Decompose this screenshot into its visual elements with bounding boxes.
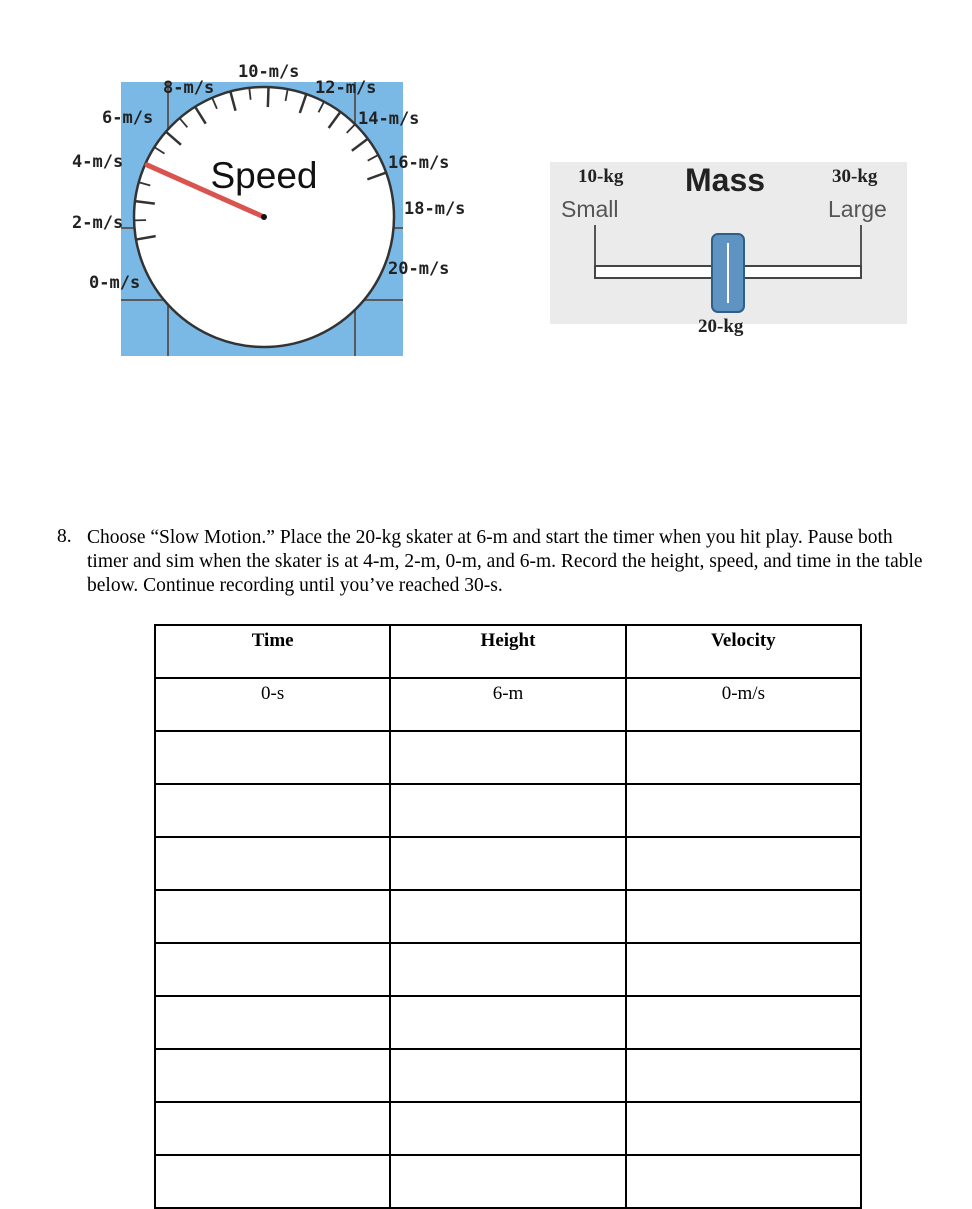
cell-velocity[interactable] [626, 837, 861, 890]
speed-label-0: 0-m/s [89, 273, 140, 293]
mass-max-label: 30-kg [832, 166, 877, 188]
cell-height[interactable] [390, 731, 625, 784]
speed-label-18: 18-m/s [404, 199, 465, 219]
cell-height[interactable] [390, 1155, 625, 1208]
mass-value-label: 20-kg [698, 316, 743, 338]
cell-height[interactable] [390, 1102, 625, 1155]
table-row [155, 731, 861, 784]
table-row [155, 784, 861, 837]
header-height: Height [390, 625, 625, 678]
cell-height[interactable] [390, 996, 625, 1049]
cell-time[interactable] [155, 943, 390, 996]
mass-min-word: Small [561, 196, 619, 223]
table-header-row [155, 625, 861, 678]
needle-hub [261, 214, 267, 220]
speedometer-dial [0, 0, 520, 370]
cell-height[interactable] [390, 784, 625, 837]
speedometer [0, 0, 520, 370]
cell-time[interactable] [155, 1102, 390, 1155]
cell-velocity[interactable] [626, 943, 861, 996]
cell-velocity[interactable] [626, 784, 861, 837]
cell-height[interactable] [390, 1049, 625, 1102]
thumb-grip-line [727, 243, 729, 303]
speed-label-20: 20-m/s [388, 259, 449, 279]
cell-velocity[interactable] [626, 1102, 861, 1155]
mass-slider-thumb[interactable] [711, 233, 745, 313]
cell-time[interactable] [155, 784, 390, 837]
cell-height[interactable]: 6-m [390, 678, 625, 731]
cell-time[interactable] [155, 996, 390, 1049]
mass-max-word: Large [828, 196, 887, 223]
cell-time[interactable] [155, 890, 390, 943]
speed-label-12: 12-m/s [315, 78, 376, 98]
cell-time[interactable] [155, 837, 390, 890]
cell-time[interactable] [155, 1049, 390, 1102]
question-number: 8. [57, 526, 72, 548]
speed-label-4: 4-m/s [72, 152, 123, 172]
table-row [155, 1155, 861, 1208]
mass-min-label: 10-kg [578, 166, 623, 188]
table-row [155, 943, 861, 996]
data-table [154, 624, 862, 1209]
cell-velocity[interactable] [626, 1155, 861, 1208]
cell-velocity[interactable] [626, 996, 861, 1049]
header-velocity: Velocity [626, 625, 861, 678]
major-tick [268, 87, 269, 107]
speed-label-6: 6-m/s [102, 108, 153, 128]
cell-velocity[interactable] [626, 731, 861, 784]
speedometer-title: Speed [211, 155, 318, 196]
mass-slider-panel [550, 162, 907, 324]
cell-time[interactable] [155, 1155, 390, 1208]
table-row [155, 1049, 861, 1102]
table-row [155, 837, 861, 890]
cell-height[interactable] [390, 890, 625, 943]
speed-label-16: 16-m/s [388, 153, 449, 173]
cell-height[interactable] [390, 943, 625, 996]
table-row [155, 678, 861, 731]
cell-velocity[interactable] [626, 890, 861, 943]
cell-velocity[interactable]: 0-m/s [626, 678, 861, 731]
speed-label-14: 14-m/s [358, 109, 419, 129]
table-row [155, 996, 861, 1049]
mass-title: Mass [685, 162, 765, 199]
table-row [155, 1102, 861, 1155]
table-row [155, 890, 861, 943]
cell-time[interactable]: 0-s [155, 678, 390, 731]
header-time: Time [155, 625, 390, 678]
cell-velocity[interactable] [626, 1049, 861, 1102]
cell-height[interactable] [390, 837, 625, 890]
speed-label-10: 10-m/s [238, 62, 299, 82]
question-text: Choose “Slow Motion.” Place the 20-kg skater at 6-m and start the timer when you hit play. Pause both timer and sim when the skater is at 4-m, 2-m, 0-m, and 6-m. Record the height, speed, and time in the table below. Continue recording until you’ve reached 30-s. [87, 526, 937, 598]
speed-label-2: 2-m/s [72, 213, 123, 233]
cell-time[interactable] [155, 731, 390, 784]
speed-label-8: 8-m/s [163, 78, 214, 98]
